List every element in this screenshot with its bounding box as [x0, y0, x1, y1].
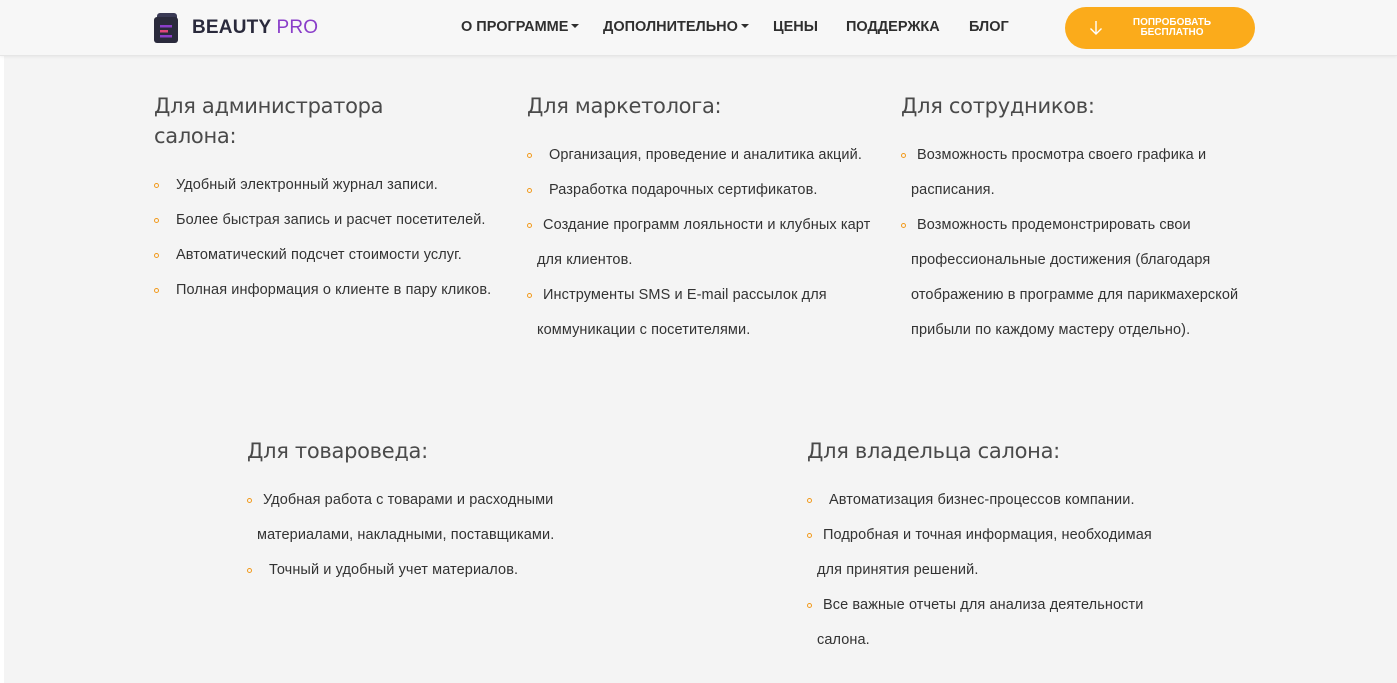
- nav-item-additional[interactable]: [603, 19, 749, 35]
- list-item: [527, 138, 897, 173]
- list-item-text: Более быстрая запись и расчет посетителей.: [176, 212, 486, 228]
- list-item: [154, 168, 524, 203]
- bullet-icon: [154, 183, 159, 188]
- section-title: [527, 91, 897, 121]
- list-item-text: Возможность просмотра своего графика и: [917, 147, 1207, 163]
- list-item: [154, 238, 524, 273]
- feature-list: [527, 138, 897, 348]
- section-title-line: Для маркетолога:: [527, 94, 722, 118]
- section-title: [247, 436, 667, 466]
- nav-item-support[interactable]: [846, 19, 940, 35]
- list-item-text: Полная информация о клиенте в пару кликов.: [176, 282, 492, 298]
- nav-item-label: БЛОГ: [969, 19, 1009, 35]
- list-item-text: Удобная работа с товарами и расходными: [263, 492, 554, 508]
- list-item-text: для клиентов.: [537, 252, 633, 268]
- feature-list: [807, 483, 1227, 658]
- try-free-label-line2: БЕСПЛАТНО: [1140, 27, 1204, 38]
- list-item: [807, 483, 1227, 518]
- list-item: [527, 173, 897, 208]
- bullet-icon: [247, 498, 252, 503]
- bullet-icon: [527, 223, 532, 228]
- list-item-text: Точный и удобный учет материалов.: [269, 562, 519, 578]
- list-item-text: Возможность продемонстрировать свои: [917, 217, 1191, 233]
- list-item-text: Все важные отчеты для анализа деятельности: [823, 597, 1144, 613]
- list-item: [247, 553, 667, 588]
- list-item-text: Автоматический подсчет стоимости услуг.: [176, 247, 462, 263]
- bullet-icon: [527, 293, 532, 298]
- top-navbar: [0, 0, 1397, 56]
- section-title-line: Для владельца салона:: [807, 439, 1060, 463]
- list-item: [807, 588, 1227, 658]
- list-item-text: Удобный электронный журнал записи.: [176, 177, 438, 193]
- caret-down-icon: [741, 24, 749, 28]
- list-item: [247, 483, 667, 553]
- bullet-icon: [154, 253, 159, 258]
- list-item-text: отображению в программе для парикмахерской: [911, 287, 1239, 303]
- arrow-down-icon: [1087, 19, 1105, 37]
- bullet-icon: [807, 498, 812, 503]
- list-item: [901, 208, 1271, 348]
- section-title-line: Для товароведа:: [247, 439, 428, 463]
- try-free-label: [1115, 18, 1229, 38]
- try-free-button[interactable]: [1065, 7, 1255, 49]
- bullet-icon: [901, 223, 906, 228]
- nav-item-label: О ПРОГРАММЕ: [461, 19, 569, 35]
- list-item: [154, 273, 524, 308]
- nav-item-about[interactable]: [461, 19, 579, 35]
- list-item-text: прибыли по каждому мастеру отдельно).: [911, 322, 1191, 338]
- section-title-line: салона:: [154, 124, 237, 148]
- list-item-text: Организация, проведение и аналитика акций.: [549, 147, 862, 163]
- list-item-text: салона.: [817, 632, 870, 648]
- list-item: [154, 203, 524, 238]
- bullet-icon: [527, 153, 532, 158]
- section-merchandiser: [247, 436, 667, 588]
- section-marketer: [527, 91, 897, 348]
- list-item-text: коммуникации с посетителями.: [537, 322, 751, 338]
- nav-item-blog[interactable]: [969, 19, 1009, 35]
- feature-list: [901, 138, 1271, 348]
- list-item-text: Инструменты SMS и E-mail рассылок для: [543, 287, 827, 303]
- bullet-icon: [807, 533, 812, 538]
- caret-down-icon: [571, 24, 579, 28]
- brand-name-suffix: PRO: [276, 17, 319, 38]
- try-free-label-line1: ПОПРОБОВАТЬ: [1132, 17, 1212, 28]
- section-employees: [901, 91, 1271, 348]
- list-item: [807, 518, 1227, 588]
- bullet-icon: [527, 188, 532, 193]
- list-item: [527, 278, 897, 348]
- feature-list: [154, 168, 524, 308]
- nav-item-prices[interactable]: [773, 19, 818, 35]
- section-title-line: Для сотрудников:: [901, 94, 1095, 118]
- bullet-icon: [154, 218, 159, 223]
- list-item-text: материалами, накладными, поставщиками.: [257, 527, 555, 543]
- section-title: [807, 436, 1227, 466]
- brand-logo[interactable]: [154, 13, 318, 43]
- list-item: [527, 208, 897, 278]
- section-owner: [807, 436, 1227, 658]
- bullet-icon: [807, 603, 812, 608]
- features-content: [4, 55, 1397, 683]
- section-title: [154, 91, 524, 151]
- section-admin: [154, 91, 524, 308]
- bullet-icon: [154, 288, 159, 293]
- section-title-line: Для администратора: [154, 94, 384, 118]
- bullet-icon: [247, 568, 252, 573]
- list-item-text: для принятия решений.: [817, 562, 979, 578]
- nav-item-label: ДОПОЛНИТЕЛЬНО: [603, 19, 738, 35]
- logo-mark-icon: [154, 13, 181, 43]
- list-item-text: Разработка подарочных сертификатов.: [549, 182, 818, 198]
- nav-item-label: ЦЕНЫ: [773, 19, 818, 35]
- list-item-text: профессиональные достижения (благодаря: [911, 252, 1211, 268]
- brand-name-main: BEAUTY: [192, 17, 271, 38]
- nav-item-label: ПОДДЕРЖКА: [846, 19, 940, 35]
- list-item-text: Создание программ лояльности и клубных карт: [543, 217, 871, 233]
- section-title: [901, 91, 1271, 121]
- list-item-text: Автоматизация бизнес-процессов компании.: [829, 492, 1135, 508]
- list-item-text: расписания.: [911, 182, 995, 198]
- brand-name: [192, 17, 318, 39]
- list-item: [901, 138, 1271, 208]
- bullet-icon: [901, 153, 906, 158]
- list-item-text: Подробная и точная информация, необходимая: [823, 527, 1152, 543]
- feature-list: [247, 483, 667, 588]
